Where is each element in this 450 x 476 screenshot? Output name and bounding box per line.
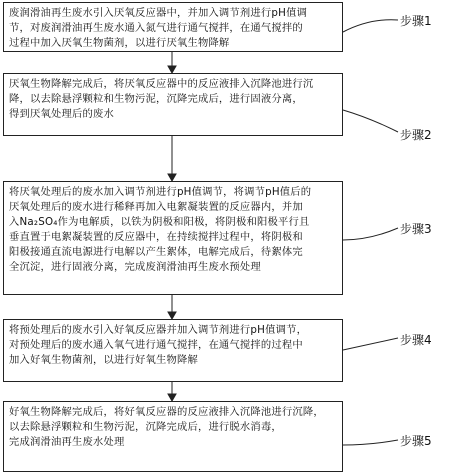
step-4-label: 步骤4 xyxy=(400,333,432,347)
step-5-label: 步骤5 xyxy=(400,434,432,448)
step-4-box: 将预处理后的废水引入好氧反应器并加入调节剂进行pH值调节， 对预处理后的废水通入氧气进行通气搅拌，在通气搅拌的过程中 加入好氧生物菌剂，以进行好氧生物降解 xyxy=(3,319,343,382)
step-2-label: 步骤2 xyxy=(400,128,432,142)
step-1-label: 步骤1 xyxy=(400,14,432,28)
step-2-box: 厌氧生物降解完成后，将厌氧反应器中的反应液排入沉降池进行沉 降，以去除悬浮颗粒和生物污泥，沉降完成后，进行固液分离， 得到厌氧处理后的废水 xyxy=(3,73,343,136)
step-3-label: 步骤3 xyxy=(400,222,432,236)
step-5-box: 好氧生物降解完成后，将好氧反应器的反应液排入沉降池进行沉降， 以去除悬浮颗粒和生物污泥，沉降完成后，进行脱水消毒， 完成润滑油再生废水处理 xyxy=(3,401,343,472)
step-3-box: 将厌氧处理后的废水加入调节剂进行pH值调节，将调节pH值后的 厌氧处理后的废水进行稀释再加入电絮凝装置的反应器内，并加 入Na₂SO₄作为电解质，以铁为阴极和阳极，将阴极和阳极平行且 垂直置于电絮凝装置的反应器中，在持续搅拌过程中，将阴极和 阳极接通直流电源进行电解以产生絮体，电解完成后，待絮体完 全沉淀，进行固液分离，完成废润滑油再生废水预处理 xyxy=(3,181,343,295)
step-1-box: 废润滑油再生废水引入厌氧反应器中，并加入调节剂进行pH值调 节，对废润滑油再生废水通入氮气进行通气搅拌，在通气搅拌的 过程中加入厌氧生物菌剂，以进行厌氧生物降解 xyxy=(3,2,343,52)
